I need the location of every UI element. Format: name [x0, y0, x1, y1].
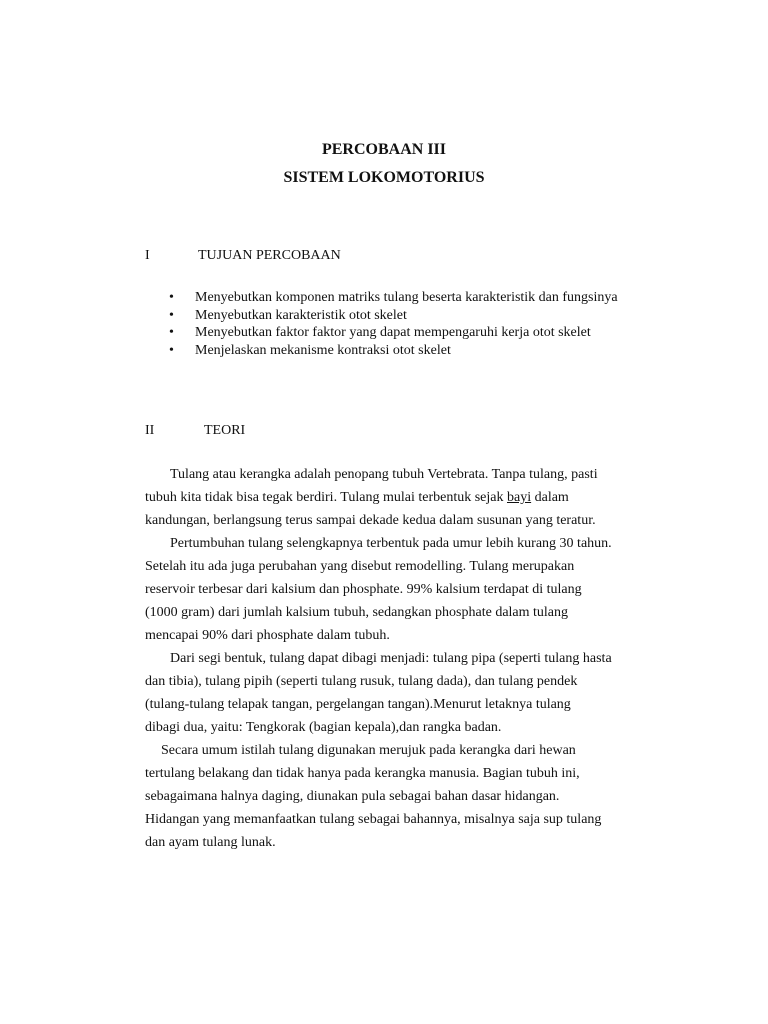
text-line: (tulang-tulang telapak tangan, pergelangan tangan).Menurut letaknya tulang	[145, 697, 571, 712]
page-subtitle: SISTEM LOKOMOTORIUS	[283, 169, 485, 186]
section-heading-teori: TEORI	[204, 423, 246, 438]
text-line: Dari segi bentuk, tulang dapat dibagi menjadi: tulang pipa (seperti tulang hasta	[170, 651, 612, 666]
list-item	[168, 308, 638, 324]
text-line: Tulang atau kerangka adalah penopang tubuh Vertebrata. Tanpa tulang, pasti	[170, 467, 598, 482]
paragraph-4	[145, 739, 665, 854]
paragraph-3	[145, 647, 665, 739]
text-span: tubuh kita tidak bisa tegak berdiri. Tulang mulai terbentuk sejak	[145, 490, 507, 505]
text-line: Pertumbuhan tulang selengkapnya terbentuk pada umur lebih kurang 30 tahun.	[170, 536, 612, 551]
paragraph-1	[145, 463, 665, 532]
text-line: kandungan, berlangsung terus sampai dekade kedua dalam susunan yang teratur.	[145, 513, 596, 528]
text-span: dalam	[531, 490, 569, 505]
text-line: dan ayam tulang lunak.	[145, 835, 276, 850]
text-line: dan tibia), tulang pipih (seperti tulang rusuk, tulang dada), dan tulang pendek	[145, 674, 578, 689]
list-item	[168, 325, 638, 341]
text-line: Secara umum istilah tulang digunakan merujuk pada kerangka dari hewan	[161, 743, 576, 758]
text-line: mencapai 90% dari phosphate dalam tubuh.	[145, 628, 390, 643]
text-line: reservoir terbesar dari kalsium dan phosphate. 99% kalsium terdapat di tulang	[145, 582, 582, 597]
section-number-1: I	[145, 248, 150, 263]
section-number-2: II	[145, 423, 155, 438]
page-title: PERCOBAAN III	[321, 141, 446, 158]
text-line: sebagaimana halnya daging, diunakan pula sebagai bahan dasar hidangan.	[145, 789, 560, 804]
list-item-text: Menjelaskan mekanisme kontraksi otot skelet	[195, 342, 451, 358]
theory-body	[145, 463, 665, 854]
list-item-text: Menyebutkan faktor faktor yang dapat mempengaruhi kerja otot skelet	[195, 325, 591, 340]
section-heading-tujuan: TUJUAN PERCOBAAN	[198, 248, 341, 263]
list-item-text: Menyebutkan komponen matriks tulang beserta karakteristik dan fungsinya	[195, 290, 618, 305]
text-line	[145, 486, 665, 509]
paragraph-2	[145, 532, 665, 647]
text-line: Setelah itu ada juga perubahan yang disebut remodelling. Tulang merupakan	[145, 559, 575, 574]
text-line: tertulang belakang dan tidak hanya pada kerangka manusia. Bagian tubuh ini,	[145, 766, 580, 781]
list-item-text: Menyebutkan karakteristik otot skelet	[195, 307, 407, 323]
text-line: Hidangan yang memanfaatkan tulang sebagai bahannya, misalnya saja sup tulang	[145, 812, 602, 827]
text-line: (1000 gram) dari jumlah kalsium tubuh, sedangkan phosphate dalam tulang	[145, 605, 569, 620]
text-line: dibagi dua, yaitu: Tengkorak (bagian kepala),dan rangka badan.	[145, 720, 502, 735]
list-item	[168, 290, 638, 306]
list-item	[168, 343, 638, 359]
underlined-word: bayi	[507, 490, 532, 505]
goals-list	[168, 290, 638, 360]
